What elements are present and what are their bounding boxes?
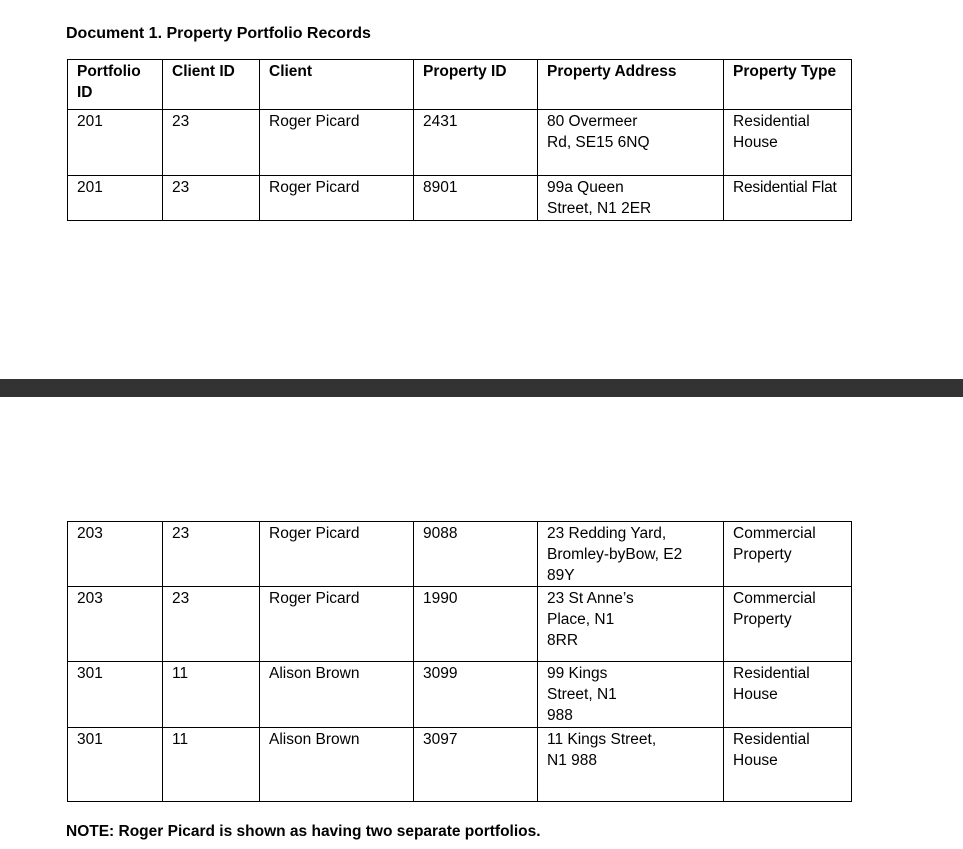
- cell-property-id: 2431: [414, 110, 538, 176]
- cell-portfolio-id: 201: [68, 110, 163, 176]
- cell-property-type: Commercial Property: [724, 522, 852, 587]
- cell-property-address: 99a Queen Street, N1 2ER: [538, 176, 724, 221]
- header-portfolio-id: Portfolio ID: [68, 60, 163, 110]
- page-separator: [0, 379, 963, 397]
- cell-property-type: Residential House: [724, 110, 852, 176]
- cell-client-id: 23: [163, 176, 260, 221]
- cell-client: Roger Picard: [260, 587, 414, 662]
- cell-property-id: 3099: [414, 662, 538, 728]
- cell-property-type: Residential Flat: [724, 176, 852, 221]
- cell-property-id: 1990: [414, 587, 538, 662]
- portfolio-table-page-2: [67, 521, 852, 802]
- table-row: [68, 587, 852, 662]
- document-title: Document 1. Property Portfolio Records: [66, 25, 371, 42]
- cell-property-address: 80 Overmeer Rd, SE15 6NQ: [538, 110, 724, 176]
- cell-portfolio-id: 301: [68, 662, 163, 728]
- portfolio-table-page-1: [67, 59, 852, 221]
- cell-property-id: 8901: [414, 176, 538, 221]
- header-client-id: Client ID: [163, 60, 260, 110]
- cell-client-id: 23: [163, 522, 260, 587]
- cell-property-type: Commercial Property: [724, 587, 852, 662]
- cell-property-address: 11 Kings Street, N1 988: [538, 728, 724, 802]
- cell-property-address: 23 St Anne’s Place, N1 8RR: [538, 587, 724, 662]
- cell-client: Roger Picard: [260, 522, 414, 587]
- header-property-id: Property ID: [414, 60, 538, 110]
- header-row: [68, 60, 852, 110]
- cell-property-id: 9088: [414, 522, 538, 587]
- table-row: [68, 176, 852, 221]
- header-property-type: Property Type: [724, 60, 852, 110]
- cell-property-type: Residential House: [724, 662, 852, 728]
- cell-portfolio-id: 301: [68, 728, 163, 802]
- cell-portfolio-id: 201: [68, 176, 163, 221]
- cell-property-id: 3097: [414, 728, 538, 802]
- cell-client: Alison Brown: [260, 728, 414, 802]
- cell-client: Roger Picard: [260, 110, 414, 176]
- cell-client: Alison Brown: [260, 662, 414, 728]
- table-row: [68, 522, 852, 587]
- table-row: [68, 110, 852, 176]
- cell-portfolio-id: 203: [68, 522, 163, 587]
- cell-property-address: 99 Kings Street, N1 988: [538, 662, 724, 728]
- table-row: [68, 662, 852, 728]
- cell-client-id: 11: [163, 728, 260, 802]
- cell-client-id: 23: [163, 587, 260, 662]
- document-note: NOTE: Roger Picard is shown as having two separate portfolios.: [66, 823, 541, 840]
- cell-client: Roger Picard: [260, 176, 414, 221]
- table-row: [68, 728, 852, 802]
- cell-client-id: 11: [163, 662, 260, 728]
- header-client: Client: [260, 60, 414, 110]
- header-property-address: Property Address: [538, 60, 724, 110]
- cell-client-id: 23: [163, 110, 260, 176]
- cell-property-type: Residential House: [724, 728, 852, 802]
- cell-property-address: 23 Redding Yard, Bromley-byBow, E2 89Y: [538, 522, 724, 587]
- cell-portfolio-id: 203: [68, 587, 163, 662]
